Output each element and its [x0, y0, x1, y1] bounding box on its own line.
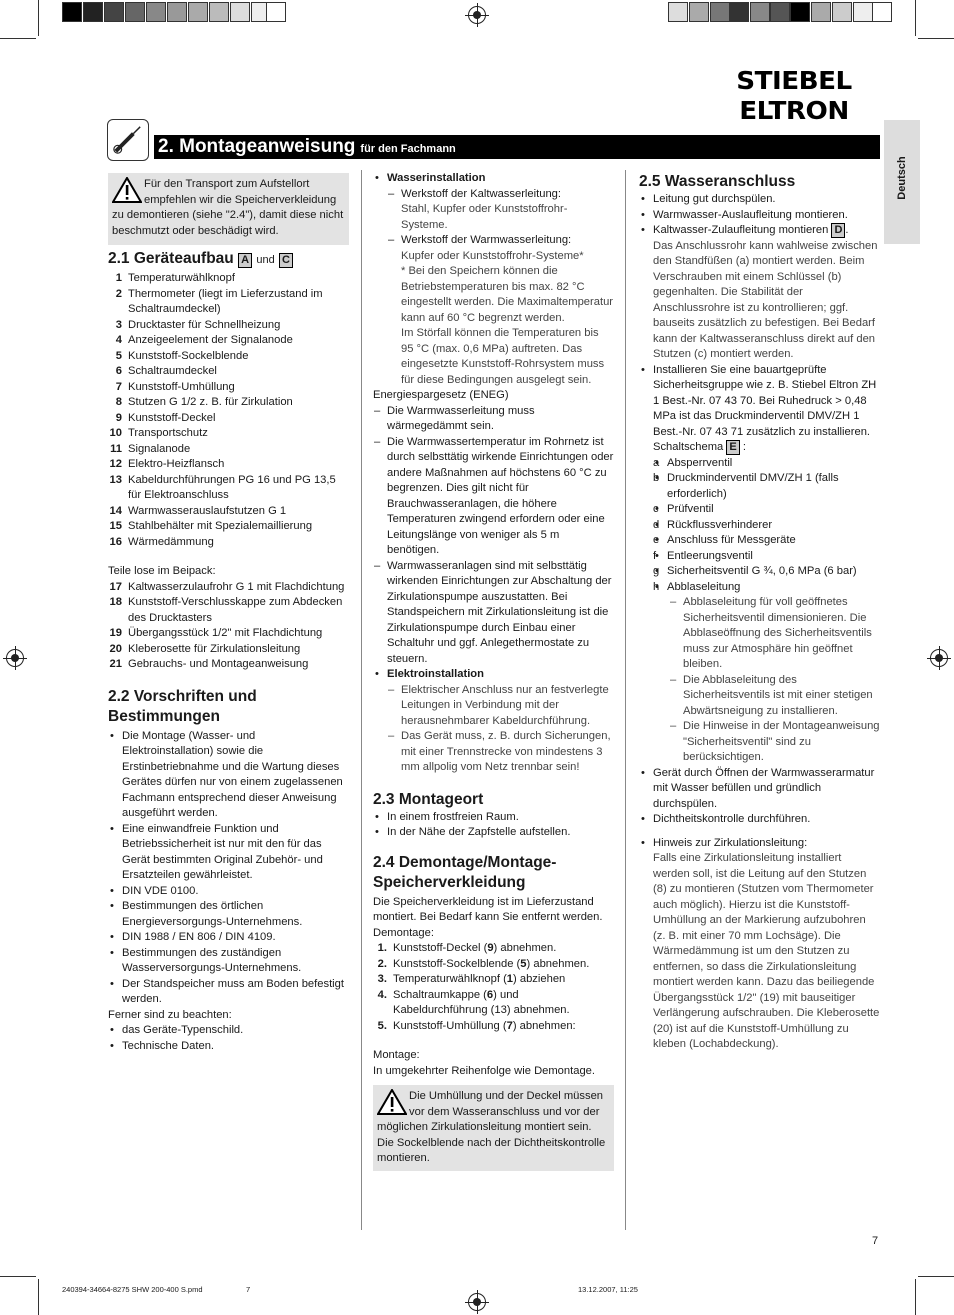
list-item: • DIN 1988 / EN 806 / DIN 4109. — [108, 930, 349, 946]
section-subtitle: für den Fachmann — [360, 143, 456, 155]
item-text: Druckminderventil DMV/ZH 1 (falls erforderlich) — [667, 472, 839, 500]
column-2 — [373, 171, 614, 1171]
step-text: ) abnehmen. — [526, 957, 590, 970]
item-number: 1 — [115, 272, 122, 284]
list-item — [373, 957, 614, 973]
step-text: ) abnehmen. — [493, 942, 557, 954]
item-text: Thermometer (liegt im Lieferzustand im Schaltraumdeckel) — [128, 287, 323, 315]
step-number: 4. — [377, 988, 387, 1001]
list-item — [108, 364, 349, 380]
list-item: • Wasserinstallation – Werkstoff der Kaltwasserleitung: Stahl, Kupfer oder Kunststoffrohr-Systeme. – Werkstoff der Warmwasserleitung: Kupfer oder Kunststoffrohr-Systeme* * Bei den Speichern können die Betriebstemperaturen bis max. 82 °C eingestellt werden. Die Maximaltemperatur kann auf 60 °C begrenzt werden. Im Störfall können die Temperaturen bis 95 °C (max. 0,6 MPa) auftreten. Das eingesetzte Kunststoff-Rohrsystem muss für diese Bedingungen ausgelegt sein. — [373, 171, 614, 388]
footer-file: 240394-34664-8275 SHW 200-400 S.pmd — [62, 1285, 203, 1294]
list-item — [653, 564, 880, 580]
column-divider — [625, 170, 626, 1230]
list-item — [108, 457, 349, 473]
step-number: 5. — [377, 1019, 387, 1032]
loose-parts-title: Teile lose im Beipack: — [108, 565, 216, 577]
registration-mark-top — [468, 6, 486, 24]
step-text: Kunststoff-Umhüllung ( — [393, 1019, 507, 1032]
item-number: 4 — [115, 334, 122, 346]
item-key: • h — [653, 580, 660, 593]
list-item — [373, 1019, 614, 1035]
item-number: 2 — [115, 287, 122, 300]
circulation-note — [639, 836, 880, 1053]
step-ref: 1 — [506, 973, 514, 985]
list-item: • Die Montage (Wasser- und Elektroinstallation) sowie die Erstinbetriebnahme und die Wartung dieses Gerätes dürfen nur von einem zugelassenen Fachmann entsprechend dieser Anweisung ausgeführt werden. — [108, 729, 349, 822]
item-number: 6 — [115, 365, 122, 377]
list-item — [108, 287, 349, 318]
language-tab: Deutsch — [884, 120, 920, 244]
list-item: • DIN VDE 0100. — [108, 884, 349, 900]
list-item — [108, 426, 349, 442]
heading-2-1: 2.1 Geräteaufbau A und C — [108, 249, 349, 270]
also-list — [108, 1023, 349, 1054]
water-install-list — [373, 171, 614, 388]
item-text: Elektro-Heizflansch — [128, 458, 225, 470]
list-item: • Hinweis zur Zirkulationsleitung: Falls eine Zirkulationsleitung installiert werden soll, ist die Leitung auf den Stutzen (8) zu montieren (Stutzen vom Thermometer auch möglich). Hierzu ist die Kunststoff-Umhüllung an der Markierung aufzubohren (z. B. mit einer 70 mm Lochsäge). Die Wärmedämmung ist um den Stutzen zu entfernen, so dass die Zirkulationsleitung montiert werden kann. Dazu das beiliegende Übergangsstück 1/2" (19) mit bauseitiger Verlängerung aufschrauben. Die Kleberosette (20) ist auf die Kunststoff-Umhüllung zu kleben (Lochabdeckung). — [639, 836, 880, 1053]
footer-date: 13.12.2007, 11:25 — [578, 1285, 638, 1294]
item-key: • e — [653, 534, 660, 546]
list-item: – Elektrischer Anschluss nur an festverlegte Leitungen in Verbindung mit der herausnehmbarer Kabeldurchführung. — [387, 683, 614, 730]
step-ref: 5 — [520, 957, 527, 970]
heading-2-5: 2.5 Wasseranschluss — [639, 173, 796, 190]
list-item: • Bestimmungen des örtlichen Energieversorgungs-Unternehmens. — [108, 899, 349, 930]
item-key: • b — [653, 472, 660, 484]
item-text: Wärmedämmung — [128, 535, 214, 548]
figure-ref-c: C — [279, 253, 293, 268]
item-number: 10 — [109, 427, 122, 439]
step-number: 3. — [377, 973, 387, 985]
step-text: Schaltraumkappe ( — [393, 988, 487, 1001]
list-item — [108, 473, 349, 504]
figure-ref-d: D — [831, 223, 845, 238]
figure-ref-e: E — [726, 440, 739, 455]
list-item: • Bestimmungen des zuständigen Wasserversorgungs-Unternehmens. — [108, 946, 349, 977]
list-item — [108, 380, 349, 396]
list-item: – Werkstoff der Warmwasserleitung: Kupfer oder Kunststoffrohr-Systeme* * Bei den Speichern können die Betriebstemperaturen bis max. 82 °C eingestellt werden. Die Maximaltemperatur kann auf 60 °C begrenzt werden. Im Störfall können die Temperaturen bis 95 °C (max. 0,6 MPa) auftreten. Das eingesetzte Kunststoff-Rohrsystem muss für diese Bedingungen ausgelegt sein. — [387, 233, 614, 388]
item-text: Kunststoff-Verschlusskappe zum Abdecken des Drucktasters — [128, 596, 343, 624]
list-item: • Kaltwasser-Zulaufleitung montieren D . Das Anschlussrohr kann wahlweise zwischen den Standfüßen (a) montiert werden. Beim Verschrauben mit einem Schlüssel (b) gegenhalten. Die Stabilität der Anschlussrohre ist zu kontrollieren; ggf. bauseits zusätzlich zu befestigen. Bei Bedarf kann der Kaltwasseranschluss direkt auf den Stutzen (c) montiert werden. — [639, 223, 880, 363]
item-text: Anschluss für Messgeräte — [667, 534, 796, 546]
cover-notice: Die Umhüllung und der Deckel müssen vor dem Wasseranschluss und vor der möglichen Zirkulationsleitung montiert sein. Die Sockelblende nach der Dichtheitskontrolle montieren. — [373, 1085, 614, 1171]
list-item — [108, 642, 349, 658]
step-text: Kunststoff-Deckel ( — [393, 942, 488, 954]
list-item: – Werkstoff der Kaltwasserleitung: Stahl, Kupfer oder Kunststoffrohr-Systeme. — [387, 187, 614, 234]
item-number: 3 — [115, 318, 122, 331]
item-text: Kleberosette für Zirkulationsleitung — [128, 642, 301, 655]
page-number: 7 — [872, 1235, 879, 1247]
column-divider — [361, 170, 362, 1230]
list-item — [653, 502, 880, 518]
location-list — [373, 810, 614, 841]
item-text: Temperaturwählknopf — [128, 272, 235, 284]
list-item: • Eine einwandfreie Funktion und Betriebssicherheit ist nur mit den für das Gerät bestimmten Original Zubehör- und Ersatzteilen gewährleistet. — [108, 822, 349, 884]
list-item: • Gerät durch Öffnen der Warmwasserarmatur mit Wasser befüllen und gründlich durchspülen. — [639, 766, 880, 813]
item-number: 7 — [115, 380, 122, 393]
water-connection-list — [639, 192, 880, 828]
list-item — [108, 535, 349, 551]
item-text: Kaltwasserzulaufrohr G 1 mit Flachdichtung — [128, 580, 345, 593]
item-text: Übergangsstück 1/2" mit Flachdichtung — [128, 627, 323, 639]
registration-mark-bottom — [468, 1293, 486, 1311]
item-number: 12 — [109, 458, 122, 470]
step-ref: 7 — [506, 1019, 513, 1032]
list-item — [108, 519, 349, 535]
item-key: • g — [653, 565, 660, 577]
list-item: • das Geräte-Typenschild. — [108, 1023, 349, 1039]
item-text: Schaltraumdeckel — [128, 365, 217, 377]
item-key: • a — [653, 456, 660, 469]
list-item: • Installieren Sie eine bauartgeprüfte Sicherheitsgruppe wie z. B. Stiebel Eltron ZH 1 Best.-Nr. 07 43 70. Bei Ruhedruck > 0,48 MPa ist das Druckminderventil DMV/ZH 1 Best.-Nr. 07 43 71 zusätzlich zu installieren. Schaltschema E : • a Absperrventil • b Druckminderventil DMV/ZH 1 (falls erforderlich) • c Prüfventil • d Rückflussverhinderer • e Anschluss für Messgeräte • f Entleerungsventil • g Sicherheitsventil G ¾, 0,6 MPa (6 bar) • h Abblaseleitung – Abblaseleitung für voll geöffnetes Sicherheitsventil dimensionieren. Die Abblaseöffnung des Sicherheitsventils muss zur Atmosphäre hin geöffnet bleiben. – Die Abblaseleitung des Sicherheitsventils ist mit einer stetigen Abwärtsneigung zu installieren. – Die Hinweise in der Montageanweisung "Sicherheitsventil" sind zu berücksichtigen. — [639, 363, 880, 766]
loose-parts-list — [108, 580, 349, 673]
registration-mark-left — [6, 649, 24, 667]
item-number: 14 — [109, 504, 122, 517]
section-title-bar — [154, 135, 880, 159]
list-item — [373, 988, 614, 1019]
heading-2-3: 2.3 Montageort — [373, 790, 484, 808]
relief-line-notes — [653, 595, 880, 766]
item-number: 20 — [109, 642, 122, 655]
list-item — [108, 318, 349, 334]
list-item: • Technische Daten. — [108, 1039, 349, 1055]
transport-notice: Für den Transport zum Aufstellort empfehlen wir die Speicherverkleidung zu demontieren (siehe "2.4"), damit diese nicht beschmutzt oder beschädigt wird. — [108, 173, 349, 245]
item-key: • f — [653, 549, 657, 562]
item-number: 16 — [109, 535, 122, 548]
item-text: Abblaseleitung — [667, 580, 741, 593]
list-item — [373, 972, 614, 988]
heading-2-4: 2.4 Demontage/Montage-Speicherverkleidung — [373, 853, 557, 891]
item-text: Stahlbehälter mit Spezialemaillierung — [128, 520, 313, 532]
heading-2-2: 2.2 Vorschriften und Bestimmungen — [108, 687, 257, 725]
item-text: Kunststoff-Deckel — [128, 411, 216, 424]
list-item — [108, 580, 349, 596]
item-number: 5 — [115, 349, 122, 362]
step-number: 1. — [377, 942, 387, 954]
list-item — [108, 504, 349, 520]
eneg-list — [373, 404, 614, 668]
list-item: • Warmwasser-Auslaufleitung montieren. — [639, 208, 880, 224]
list-item — [653, 580, 880, 596]
footer-page: 7 — [246, 1285, 251, 1294]
brand-logo: STIEBEL ELTRON — [736, 66, 852, 125]
list-item: • Der Standspeicher muss am Boden befestigt werden. — [108, 977, 349, 1008]
list-item: • In der Nähe der Zapfstelle aufstellen. — [373, 825, 614, 841]
item-number: 21 — [109, 658, 122, 670]
item-text: Anzeigeelement der Signalanode — [128, 334, 293, 346]
list-item — [108, 657, 349, 673]
column-1 — [108, 173, 349, 1054]
list-item: – Die Hinweise in der Montageanweisung "Sicherheitsventil" sind zu berücksichtigen. — [669, 719, 880, 766]
list-item: – Die Abblaseleitung des Sicherheitsventils ist mit einer stetigen Abwärtsneigung zu installieren. — [669, 673, 880, 720]
item-text: Drucktaster für Schnellheizung — [128, 318, 281, 331]
step-number: 2. — [377, 957, 387, 970]
dismantle-intro: Die Speicherverkleidung ist im Lieferzustand montiert. Bei Bedarf kann Sie entfernt werden. — [373, 895, 603, 923]
screwdriver-icon — [107, 119, 149, 161]
item-text: Warmwasserauslaufstutzen G 1 — [128, 504, 287, 517]
dismantle-title: Demontage: — [373, 926, 434, 939]
list-item — [373, 941, 614, 957]
parts-list — [108, 271, 349, 550]
warning-icon — [112, 177, 142, 203]
list-item — [108, 595, 349, 626]
step-ref: 9 — [487, 942, 494, 954]
list-item — [108, 349, 349, 365]
column-3 — [639, 172, 880, 1053]
item-key: • d — [653, 518, 660, 531]
item-text: Gebrauchs- und Montageanweisung — [128, 658, 309, 670]
list-item — [108, 411, 349, 427]
registration-mark-right — [930, 649, 948, 667]
item-key: • c — [653, 503, 659, 515]
list-item: • Leitung gut durchspülen. — [639, 192, 880, 208]
list-item — [108, 333, 349, 349]
item-text: Kunststoff-Sockelblende — [128, 349, 249, 362]
item-number: 17 — [109, 580, 122, 593]
item-text: Signalanode — [128, 442, 191, 455]
item-number: 13 — [109, 473, 122, 486]
item-text: Transportschutz — [128, 427, 208, 439]
item-number: 15 — [109, 520, 122, 532]
dismantle-steps — [373, 941, 614, 1034]
figure-ref-a: A — [238, 253, 252, 268]
item-number: 18 — [109, 596, 122, 608]
regulations-list — [108, 729, 349, 1008]
list-item: – Das Gerät muss, z. B. durch Sicherungen, mit einer Trennstrecke von mindestens 3 mm allpolig vom Netz trennbar sein! — [387, 729, 614, 776]
item-number: 11 — [110, 442, 122, 455]
item-number: 8 — [115, 396, 122, 408]
section-title: 2. Montageanweisung — [158, 136, 356, 157]
step-text: Kunststoff-Sockelblende ( — [393, 957, 521, 970]
list-item — [108, 442, 349, 458]
list-item — [653, 549, 880, 565]
list-item: • Dichtheitskontrolle durchführen. — [639, 812, 880, 828]
electrical-install-list — [373, 667, 614, 776]
item-text: Sicherheitsventil G ¾, 0,6 MPa (6 bar) — [667, 565, 857, 577]
item-text: Stutzen G 1/2 z. B. für Zirkulation — [128, 396, 293, 408]
item-text: Rückflussverhinderer — [667, 518, 773, 531]
item-text: Absperrventil — [667, 456, 733, 469]
list-item: – Die Warmwassertemperatur im Rohrnetz ist durch selbsttätig wirkende Einrichtungen oder andere Maßnahmen auf höchstens 60 °C zu begrenzen. Dies gilt nicht für Brauchwasseranlagen, die höhere Temperaturen zwingend erfordern oder eine Leitungslänge von weniger als 5 m benötigen. — [373, 435, 614, 559]
step-text: ) und Kabeldurchführung (13) abnehmen. — [393, 988, 570, 1016]
list-item: • Elektroinstallation – Elektrischer Anschluss nur an festverlegte Leitungen in Verbindung mit der herausnehmbarer Kabeldurchführung. – Das Gerät muss, z. B. durch Sicherungen, mit einer Trennstrecke von mindestens 3 mm allpolig vom Netz trennbar sein! — [373, 667, 614, 776]
item-text: Kunststoff-Umhüllung — [128, 380, 235, 393]
schema-parts — [653, 456, 880, 596]
item-number: 19 — [109, 627, 122, 639]
list-item: – Abblaseleitung für voll geöffnetes Sicherheitsventil dimensionieren. Die Abblaseöffnung des Sicherheitsventils muss zur Atmosphäre hin geöffnet bleiben. — [669, 595, 880, 673]
list-item: – Die Warmwasserleitung muss wärmegedämmt sein. — [373, 404, 614, 435]
item-text: Kabeldurchführungen PG 16 und PG 13,5 für Elektroanschluss — [128, 473, 336, 501]
also-title: Ferner sind zu beachten: — [108, 1008, 232, 1021]
mount-title: Montage: — [373, 1049, 420, 1061]
list-item: • In einem frostfreien Raum. — [373, 810, 614, 826]
eneg-title: Energiespargesetz (ENEG) — [373, 389, 509, 401]
step-text: ) abnehmen: — [512, 1019, 576, 1032]
list-item — [108, 395, 349, 411]
list-item: – Warmwasseranlagen sind mit selbsttätig wirkenden Einrichtungen zur Abschaltung der Zirkulationspumpe auszustatten. Bei Standspeichern mit Zirkulationsleitung ist die Zirkulationspumpe durch Einbau einer Schaltuhr und ggf. Anlegethermostate zu steuern. — [373, 559, 614, 668]
list-item — [653, 533, 880, 549]
item-number: 9 — [115, 411, 122, 424]
warning-icon — [377, 1089, 407, 1115]
mount-text: In umgekehrter Reihenfolge wie Demontage. — [373, 1064, 596, 1077]
list-item — [653, 456, 880, 472]
item-text: Prüfventil — [667, 503, 714, 515]
list-item — [653, 471, 880, 502]
step-text: Temperaturwählknopf ( — [393, 973, 507, 985]
item-text: Entleerungsventil — [667, 549, 753, 562]
step-text: ) abziehen — [513, 973, 566, 985]
list-item — [108, 271, 349, 287]
step-ref: 6 — [486, 988, 494, 1001]
list-item — [108, 626, 349, 642]
list-item — [653, 518, 880, 534]
